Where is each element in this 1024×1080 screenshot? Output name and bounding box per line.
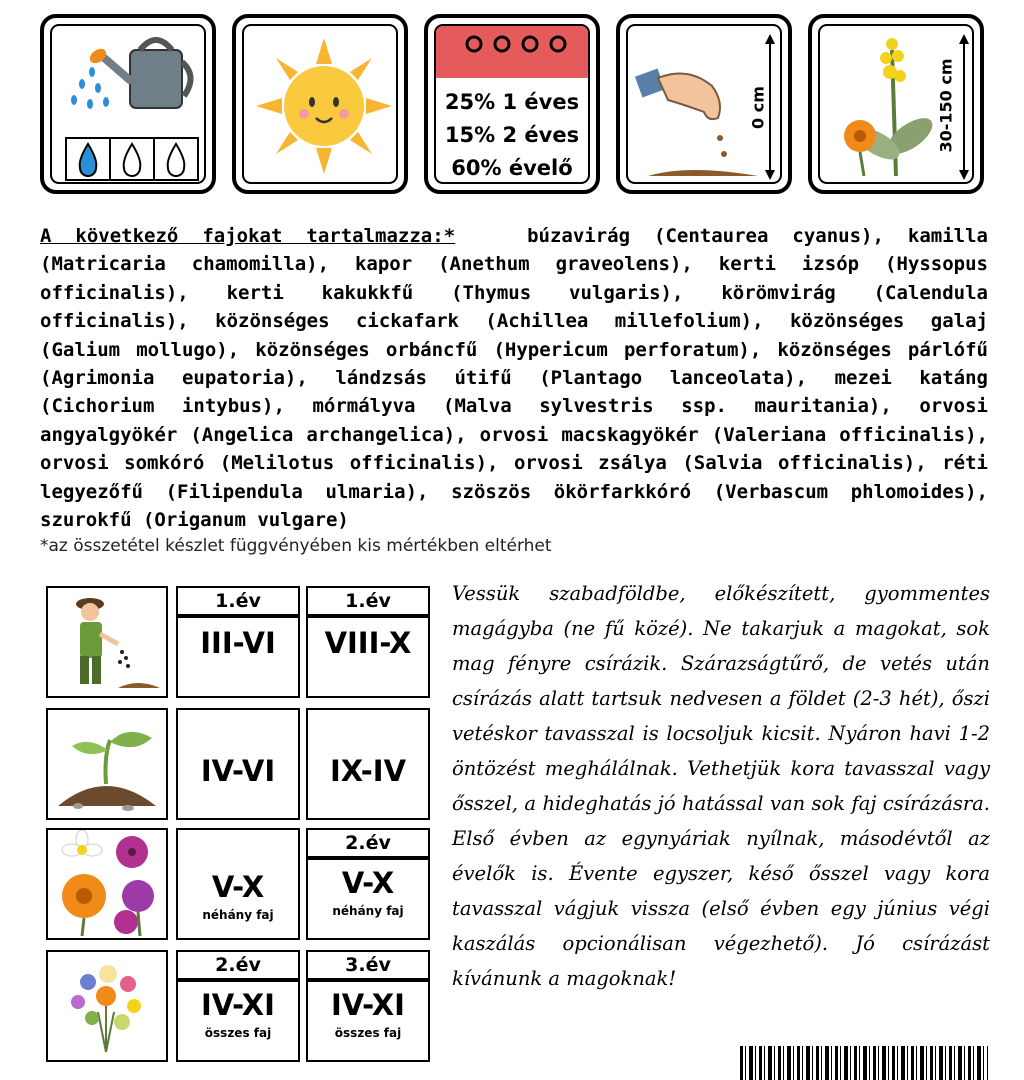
species-scope: néhány faj	[332, 904, 404, 918]
watering-info-box	[40, 14, 216, 194]
cell-body	[306, 980, 430, 1062]
cell-body	[176, 708, 300, 820]
lifecycle-biennial: 15% 2 éves	[444, 123, 580, 147]
cell-body	[176, 980, 300, 1062]
height-label: 30-150 cm	[936, 58, 956, 153]
month-range: IV-VI	[200, 754, 276, 788]
calendar-rings-icon	[436, 26, 590, 66]
barcode	[740, 1046, 988, 1080]
month-range: IX-IV	[329, 754, 407, 788]
cell-body	[306, 616, 430, 698]
schedule-cell	[176, 708, 300, 820]
cell-header: 2.év	[306, 828, 430, 858]
cell-header: 2.év	[176, 950, 300, 980]
month-range: III-VI	[200, 626, 276, 660]
sun-icon	[244, 26, 398, 184]
month-range: V-X	[211, 870, 265, 904]
lifecycle-annual: 25% 1 éves	[444, 90, 580, 114]
cell-body	[176, 616, 300, 698]
month-range: IV-XI	[201, 988, 275, 1022]
cell-body	[306, 858, 430, 940]
month-range: VIII-X	[324, 626, 412, 660]
seedling-icon	[46, 708, 168, 820]
sowing-instructions: Vessük szabadföldbe, előkészített, gyommentes magágyba (ne fű közé). Ne takarjuk a magokat, sok mag fényre csírázik. Szárazságtűrő, de vetés után csírázás alatt tartsuk nedvesen a földet (2-3 hét), őszi vetéskor tavasszal is locsoljuk kicsit. Nyáron havi 1-2 öntözést meghálálnak. Vethetjük kora tavasszal vagy ősszel, a hideghatás jó hatással van sok faj csírázásra. Első évben az egynyáriak nyílnak, másodévtől az évelők is. Évente egyszer, késő ősszel vagy kora tavasszal vágjuk vissza (első évben egy június végi kaszálás opcionálisan végezhető). Jó csírázást kívánunk a magoknak!	[452, 582, 990, 990]
schedule-cell	[176, 586, 300, 698]
cell-header: 1.év	[306, 586, 430, 616]
schedule-cell	[306, 708, 430, 820]
month-range: V-X	[341, 866, 395, 900]
schedule-cell	[176, 828, 300, 940]
species-list: búzavirág (Centaurea cyanus), kamilla (Matricaria chamomilla), kapor (Anethum graveolens), kerti izsóp (Hyssopus officinalis), kerti kakukkfű (Thymus vulgaris), körömvirág (Calendula officinalis), közönséges cickafark (Achillea millefolium), közönséges galaj (Galium mollugo), közönséges orbáncfű (Hypericum perforatum), közönséges párlófű (Agrimonia eupatoria), lándzsás útifű (Plantago lanceolata), mezei katáng (Cichorium intybus), mórmályva (Malva sylvestris ssp. mauritania), orvosi angyalgyökér (Angelica archangelica), orvosi macskagyökér (Valeriana officinalis), orvosi somkóró (Melilotus officinalis), orvosi zsálya (Salvia officinalis), réti legyezőfű (Filipendula ulmaria), szöszös ökörfarkkóró (Verbascum phlomoides), szurokfű (Origanum vulgare)	[40, 225, 988, 532]
sun-info-box	[232, 14, 408, 194]
cell-header: 3.év	[306, 950, 430, 980]
watering-can-icon	[52, 26, 206, 184]
species-paragraph	[40, 222, 988, 534]
species-lead: A következő fajokat tartalmazza:*	[40, 225, 456, 247]
sowing-depth-info-box	[616, 14, 792, 194]
sowing-gardener-icon	[46, 586, 168, 698]
lifecycle-text	[436, 86, 588, 184]
lifecycle-perennial: 60% évelő	[451, 156, 573, 180]
month-range: IV-XI	[331, 988, 405, 1022]
schedule-cell	[306, 586, 430, 698]
lifecycle-info-box	[424, 14, 600, 194]
composition-note: *az összetétel készlet függvényében kis mértékben eltérhet	[40, 536, 552, 556]
bouquet-icon	[46, 950, 168, 1062]
schedule-cell	[306, 828, 430, 940]
species-scope: néhány faj	[202, 908, 274, 922]
height-info-box	[808, 14, 984, 194]
cell-header: 1.év	[176, 586, 300, 616]
flowers-icon	[46, 828, 168, 940]
species-scope: összes faj	[334, 1026, 402, 1040]
cell-body	[306, 708, 430, 820]
cell-body	[176, 828, 300, 940]
schedule-cell	[306, 950, 430, 1062]
sowing-depth-label: 0 cm	[748, 86, 768, 129]
schedule-cell	[176, 950, 300, 1062]
species-scope: összes faj	[204, 1026, 272, 1040]
